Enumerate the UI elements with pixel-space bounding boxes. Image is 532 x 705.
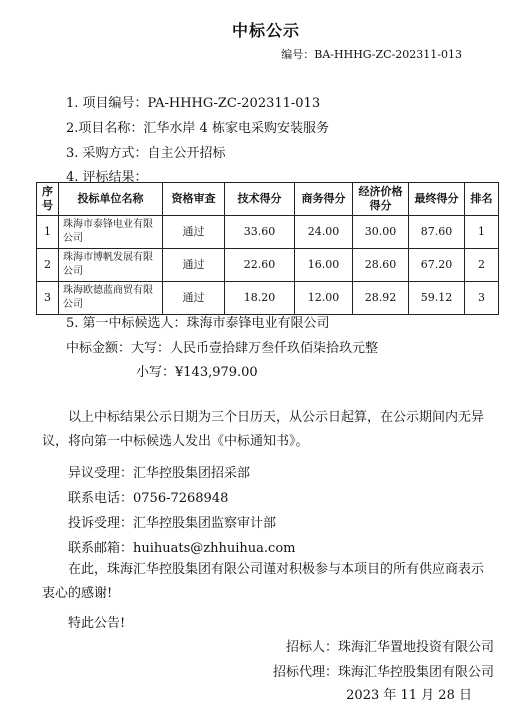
notice-paragraph: 以上中标结果公示日期为三个日历天，从公示日起算，在公示期间内无异议，将向第一中标候选人发出《中标通知书》。 [42, 410, 485, 449]
table-cell: 33.60 [225, 216, 295, 249]
table-cell: 通过 [163, 216, 225, 249]
table-cell: 3 [37, 282, 59, 315]
thanks-paragraph: 在此，珠海汇华控股集团有限公司谨对积极参与本项目的所有供应商表示衷心的感谢! [42, 562, 485, 601]
table-cell: 3 [465, 282, 499, 315]
objection-contact: 异议受理：汇华控股集团招采部 [68, 466, 251, 481]
table-cell: 2 [465, 249, 499, 282]
table-cell: 67.20 [409, 249, 465, 282]
project-number: 1. 项目编号：PA-HHHG-ZC-202311-013 [66, 96, 321, 111]
table-cell: 28.60 [353, 249, 409, 282]
header-cell: 资格审查 [163, 183, 225, 216]
table-cell: 珠海市泰锋电业有限公司 [59, 216, 163, 249]
table-cell: 珠海市博帆发展有限公司 [59, 249, 163, 282]
header-cell: 排名 [465, 183, 499, 216]
amount-lower: 小写：¥143,979.00 [136, 365, 258, 380]
header-cell: 序号 [37, 183, 59, 216]
doc-number: 编号：BA-HHHG-ZC-202311-013 [281, 48, 462, 61]
header-cell: 最终得分 [409, 183, 465, 216]
complaint-contact: 投诉受理：汇华控股集团监察审计部 [68, 516, 277, 531]
table-cell: 22.60 [225, 249, 295, 282]
publish-date: 2023 年 11 月 28 日 [346, 688, 472, 703]
page-title: 中标公示 [231, 21, 300, 40]
evaluation-label: 4. 评标结果： [66, 170, 148, 185]
table-cell: 59.12 [409, 282, 465, 315]
amount-upper: 中标金额：大写：人民币壹拾肆万叁仟玖佰柒拾玖元整 [66, 341, 379, 356]
table-cell: 16.00 [295, 249, 353, 282]
project-name: 2.项目名称：汇华水岸 4 栋家电采购安装服务 [66, 121, 329, 136]
contact-email: 联系邮箱：huihuats@zhhuihua.com [68, 541, 296, 556]
evaluation-table [36, 182, 499, 315]
header-cell: 经济价格得分 [353, 183, 409, 216]
table-cell: 28.92 [353, 282, 409, 315]
tenderer: 招标人：珠海汇华置地投资有限公司 [285, 640, 494, 655]
table-cell: 87.60 [409, 216, 465, 249]
table-header-row [37, 183, 499, 216]
tender-agent: 招标代理：珠海汇华控股集团有限公司 [272, 665, 494, 680]
table-row [37, 249, 499, 282]
table-cell: 通过 [163, 249, 225, 282]
table-cell: 珠海欧德蓝商贸有限公司 [59, 282, 163, 315]
table-cell: 24.00 [295, 216, 353, 249]
first-candidate: 5. 第一中标候选人：珠海市泰锋电业有限公司 [66, 316, 330, 331]
header-cell: 投标单位名称 [59, 183, 163, 216]
procurement-method: 3. 采购方式：自主公开招标 [66, 146, 226, 161]
closing-statement: 特此公告! [68, 616, 126, 631]
table-cell: 通过 [163, 282, 225, 315]
table-cell: 12.00 [295, 282, 353, 315]
header-cell: 商务得分 [295, 183, 353, 216]
header-cell: 技术得分 [225, 183, 295, 216]
table-cell: 18.20 [225, 282, 295, 315]
table-cell: 30.00 [353, 216, 409, 249]
table-row [37, 282, 499, 315]
table-cell: 1 [465, 216, 499, 249]
table-cell: 1 [37, 216, 59, 249]
contact-phone: 联系电话：0756-7268948 [68, 491, 229, 506]
table-cell: 2 [37, 249, 59, 282]
table-row [37, 216, 499, 249]
